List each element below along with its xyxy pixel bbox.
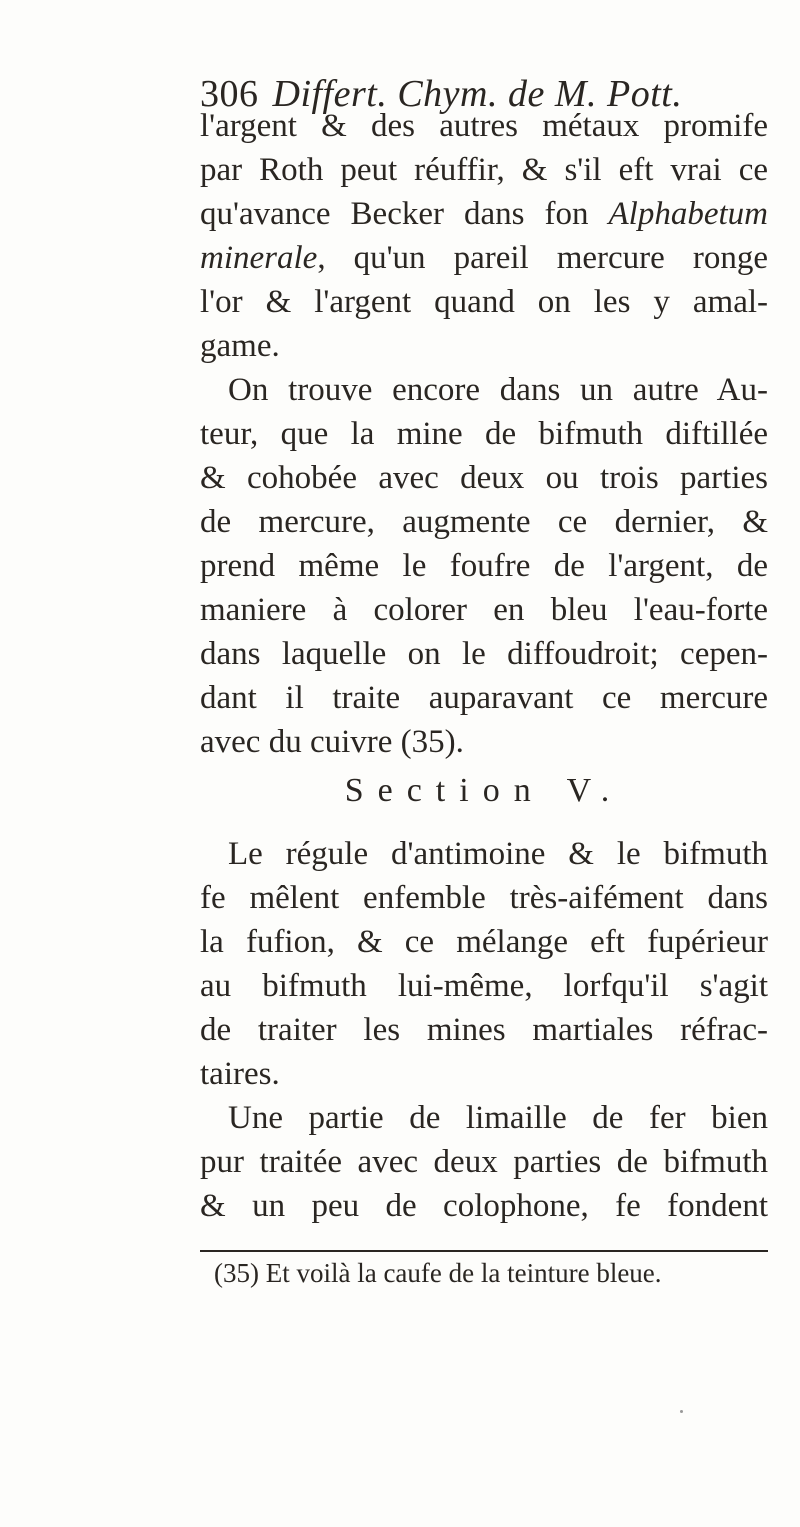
text-line: la fufion, & ce mélange eft fupérieur bbox=[200, 924, 768, 960]
footnote-rule bbox=[200, 1250, 768, 1252]
text-line: & un peu de colophone, fe fondent bbox=[200, 1188, 768, 1224]
text-line: & cohobée avec deux ou trois parties bbox=[200, 460, 768, 496]
paper-speck bbox=[680, 1410, 683, 1413]
text-line: Le régule d'antimoine & le bifmuth bbox=[228, 836, 768, 872]
text-line: Une partie de limaille de fer bien bbox=[228, 1100, 768, 1136]
text-line: taires. bbox=[200, 1056, 280, 1092]
section-heading: Section V. bbox=[344, 772, 624, 809]
text-fragment: , qu'un pareil mercure ronge bbox=[317, 240, 768, 276]
text-fragment: qu'avance Becker dans fon bbox=[200, 196, 609, 232]
text-line: de traiter les mines martiales réfrac- bbox=[200, 1012, 768, 1048]
book-title-italic: minerale bbox=[200, 240, 318, 276]
text-line: dant il traite auparavant ce mercure bbox=[200, 680, 768, 716]
text-line: prend même le foufre de l'argent, de bbox=[200, 548, 768, 584]
text-line bbox=[200, 194, 768, 234]
text-line: fe mêlent enfemble très-aifément dans bbox=[200, 880, 768, 916]
text-line: game. bbox=[200, 328, 280, 364]
text-line: de mercure, augmente ce dernier, & bbox=[200, 504, 768, 540]
text-line: teur, que la mine de bifmuth diftillée bbox=[200, 416, 768, 452]
footnote: (35) Et voilà la caufe de la teinture bleue. bbox=[214, 1258, 662, 1288]
text-line: avec du cuivre (35). bbox=[200, 724, 464, 760]
text-line: par Roth peut réuffir, & s'il eft vrai ce bbox=[200, 152, 768, 188]
text-line bbox=[200, 238, 768, 278]
text-line: l'argent & des autres métaux promife bbox=[200, 108, 768, 144]
text-line: On trouve encore dans un autre Au- bbox=[228, 372, 768, 408]
page-number: 306 bbox=[200, 73, 259, 115]
book-title-italic: Alphabetum bbox=[608, 196, 768, 232]
text-line: maniere à colorer en bleu l'eau-forte bbox=[200, 592, 768, 628]
text-line: dans laquelle on le diffoudroit; cepen- bbox=[200, 636, 768, 672]
running-title: Differt. Chym. de M. Pott. bbox=[272, 73, 683, 115]
text-line: pur traitée avec deux parties de bifmuth bbox=[200, 1144, 768, 1180]
text-line: au bifmuth lui-même, lorfqu'il s'agit bbox=[200, 968, 768, 1004]
text-line: l'or & l'argent quand on les y amal- bbox=[200, 284, 768, 320]
